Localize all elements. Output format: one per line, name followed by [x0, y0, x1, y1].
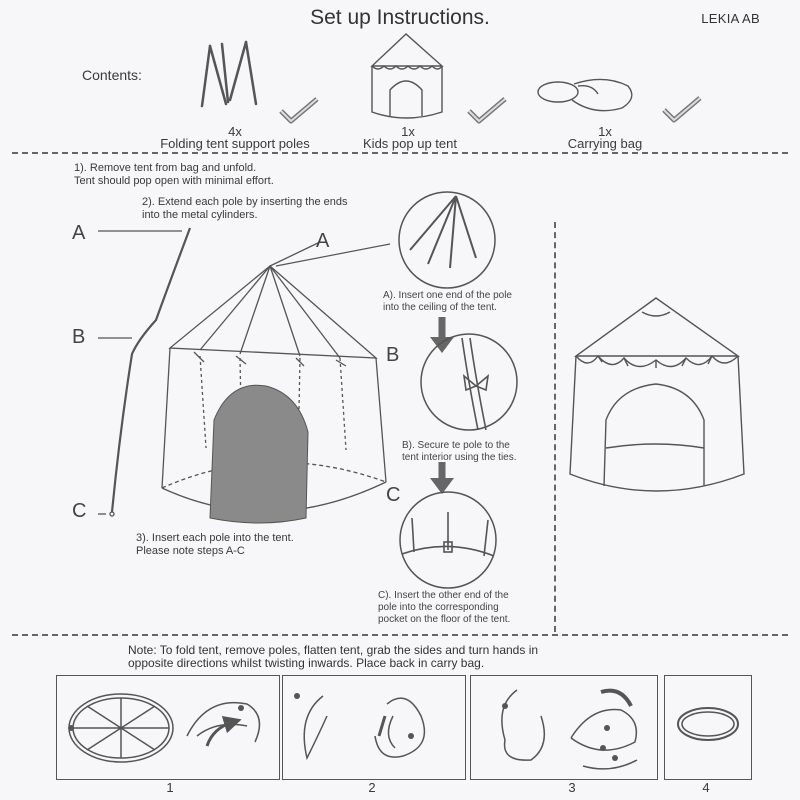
- detail-c-text: C). Insert the other end of the pole into the corresponding pocket on the floor of the tent.: [378, 590, 511, 625]
- fold-step-panel-1: [56, 675, 280, 780]
- pole-label-c: C: [72, 500, 87, 522]
- fold-step-panel-3: [470, 675, 658, 780]
- bag-illustration: [534, 72, 644, 122]
- tent-illustration: [366, 32, 448, 122]
- fold-step-number-1: 1: [166, 780, 174, 795]
- fold-step-number-3: 3: [568, 780, 576, 795]
- detail-a-text: A). Insert one end of the pole into the ceiling of the tent.: [383, 290, 512, 313]
- checkmark-icon: [277, 97, 321, 127]
- tent-name: Kids pop up tent: [363, 136, 457, 151]
- fold-step-panel-4: [664, 675, 752, 780]
- brand-name: LEKIA AB: [701, 11, 760, 26]
- contents-label: Contents:: [82, 67, 142, 83]
- detail-b-text: B). Secure te pole to the tent interior using the ties.: [402, 440, 517, 463]
- fold-step-panel-2: [282, 675, 466, 780]
- checkmark-icon: [465, 97, 509, 127]
- note-divider: [12, 634, 788, 636]
- step-3-text: 3). Insert each pole into the tent. Please note steps A-C: [136, 532, 294, 557]
- poles-count: 4x: [228, 124, 242, 139]
- detail-b-letter: B: [386, 344, 400, 366]
- detail-c-letter: C: [386, 484, 401, 506]
- detail-a-letter: A: [316, 230, 330, 252]
- step-2-text: 2). Extend each pole by inserting the ends into the metal cylinders.: [142, 196, 348, 221]
- bag-count: 1x: [598, 124, 612, 139]
- finished-tent-illustration: [562, 290, 752, 510]
- pole-label-b: B: [72, 326, 86, 348]
- section-divider: [12, 152, 788, 154]
- fold-step-2-illustration: [283, 676, 465, 779]
- fold-note: Note: To fold tent, remove poles, flatten tent, grab the sides and turn hands in opposite directions whilst twisting inwards. Place back in carry bag.: [128, 643, 539, 670]
- poles-illustration: [196, 38, 266, 118]
- pole-label-a: A: [72, 222, 86, 244]
- tent-count: 1x: [401, 124, 415, 139]
- page-title: Set up Instructions.: [310, 6, 490, 29]
- vertical-divider: [554, 222, 556, 632]
- fold-step-4-illustration: [665, 676, 751, 779]
- checkmark-icon: [660, 96, 704, 126]
- fold-step-3-illustration: [471, 676, 657, 779]
- tent-door: [210, 385, 308, 523]
- poles-name: Folding tent support poles: [160, 136, 310, 151]
- bag-name: Carrying bag: [567, 136, 643, 151]
- detail-b-circle: [414, 330, 524, 434]
- fold-step-number-4: 4: [702, 780, 710, 795]
- fold-step-number-2: 2: [368, 780, 376, 795]
- detail-c-circle: [392, 490, 504, 592]
- fold-step-1-illustration: [57, 676, 279, 779]
- step-1-text: 1). Remove tent from bag and unfold. Tent should pop open with minimal effort.: [74, 162, 274, 187]
- tent-assembly-diagram: [90, 220, 400, 540]
- detail-a-circle: [392, 190, 502, 292]
